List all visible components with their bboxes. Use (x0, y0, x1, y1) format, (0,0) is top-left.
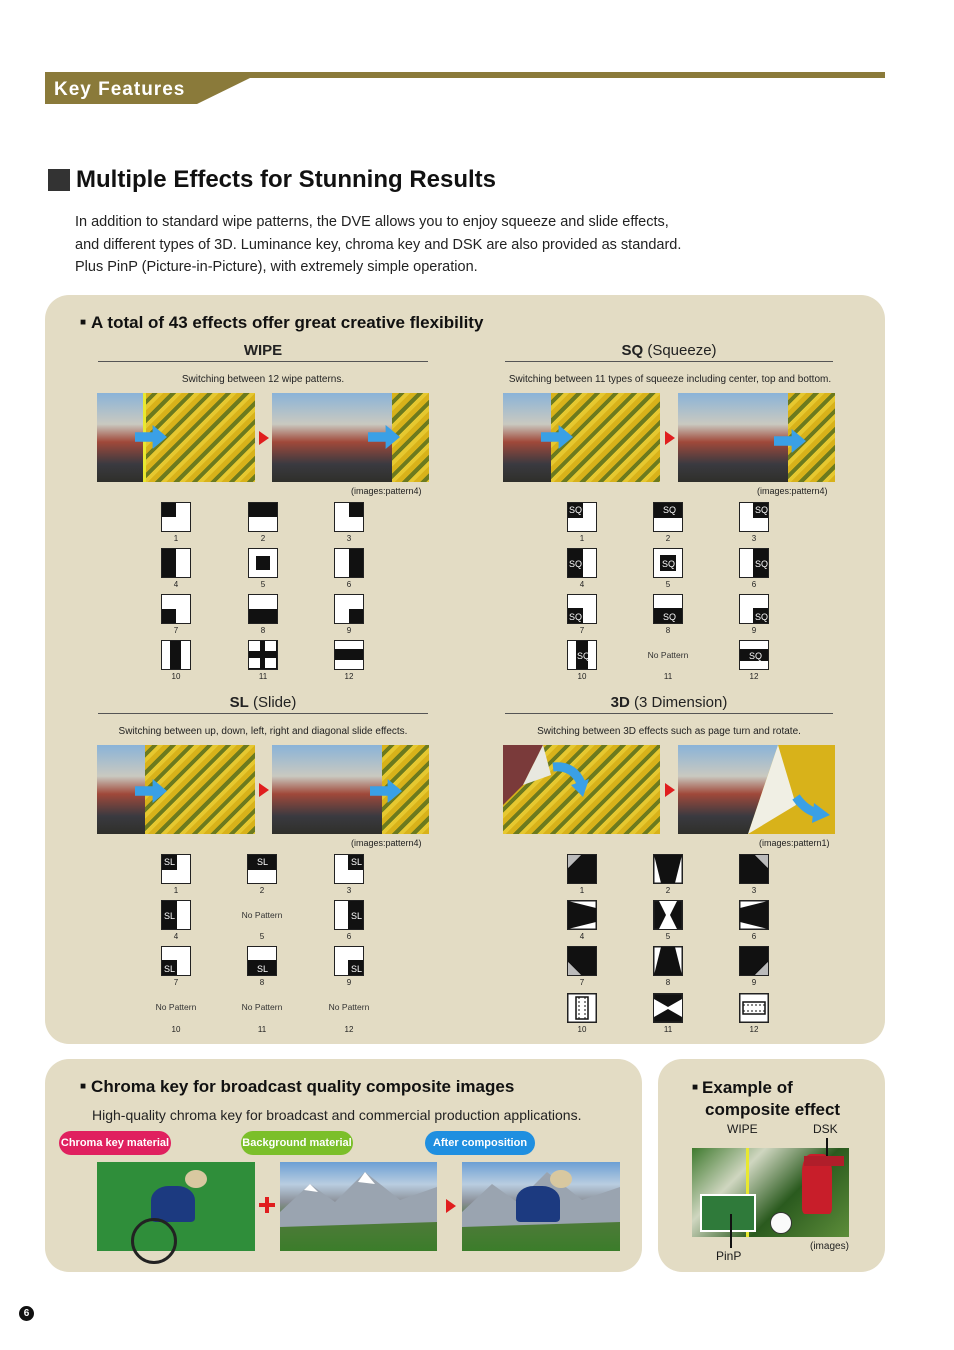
sq-label: SQ (749, 651, 763, 661)
d3-pattern-4[interactable] (567, 900, 597, 930)
sq-pattern-7[interactable] (567, 594, 597, 624)
sq-pattern-6[interactable] (739, 548, 769, 578)
bike-wheel (131, 1218, 177, 1264)
section-tab-label: Key Features (54, 79, 186, 100)
wipe-subtitle: Switching between 12 wipe patterns. (181, 374, 345, 385)
wipe-pattern-1[interactable] (161, 502, 191, 532)
intro-line: Plus PinP (Picture-in-Picture), with extremely simple operation. (75, 259, 478, 275)
sq-pattern-5[interactable] (653, 548, 683, 578)
pattern-shape (349, 503, 363, 517)
sl-image-b (272, 745, 429, 834)
dsk-logo (804, 1156, 844, 1166)
wipe-label: WIPE (727, 1122, 758, 1136)
sl-caption: (images:pattern4) (351, 838, 422, 848)
pattern-number: 2 (665, 534, 671, 543)
d3-subtitle: Switching between 3D effects such as page turn and rotate. (537, 726, 801, 737)
cyclist-photo (272, 745, 382, 834)
chroma-description: High-quality chroma key for broadcast and commercial production applications. (92, 1107, 582, 1123)
pattern-shape (349, 609, 363, 623)
sq-pattern-12[interactable] (739, 640, 769, 670)
pattern-shape (265, 641, 276, 651)
after-composition-pill: After composition (425, 1131, 535, 1155)
sq-label: SQ (569, 612, 583, 622)
d3-pattern-3[interactable] (739, 854, 769, 884)
pattern-number: 10 (171, 672, 181, 681)
chroma-key-image (97, 1162, 255, 1251)
example-title-text: Example of (702, 1078, 793, 1097)
cyclist-figure (151, 1186, 195, 1222)
pattern-number: 8 (259, 978, 265, 987)
pattern-number: 9 (751, 978, 757, 987)
background-material-image (280, 1162, 437, 1251)
pattern-number: 3 (751, 534, 757, 543)
wipe-pattern-11[interactable] (248, 640, 278, 670)
pattern-number: 8 (665, 626, 671, 635)
cyclist-head (185, 1170, 207, 1188)
wipe-image-a (97, 393, 255, 482)
pattern-shape (162, 609, 176, 623)
sl-label: SL (351, 857, 363, 867)
wipe-caption: (images:pattern4) (351, 486, 422, 496)
pattern-number: 5 (260, 580, 266, 589)
pattern-number: 1 (579, 886, 585, 895)
pattern-shape (249, 609, 278, 623)
pattern-number: 1 (173, 534, 179, 543)
sq-title-suffix: (Squeeze) (643, 342, 717, 359)
pattern-number: 7 (579, 978, 585, 987)
pattern-number: 9 (346, 626, 352, 635)
sq-subtitle: Switching between 11 types of squeeze including center, top and bottom. (508, 374, 832, 385)
dsk-pointer (826, 1138, 828, 1156)
wipe-image-b (272, 393, 429, 482)
sq-label: SQ (577, 651, 591, 661)
sq-label: SQ (662, 559, 676, 569)
pattern-number: 10 (171, 1025, 181, 1034)
pattern-number: 7 (579, 626, 585, 635)
sq-pattern-9[interactable] (739, 594, 769, 624)
sl-label: SL (257, 857, 269, 867)
next-arrow-icon (259, 783, 269, 797)
pattern-shape (249, 503, 278, 517)
pattern-number: 11 (663, 1025, 673, 1034)
sl-pattern-2[interactable] (247, 854, 277, 884)
pattern-shape (249, 658, 260, 668)
page-turn-icon (678, 745, 835, 834)
plus-icon (259, 1197, 275, 1213)
sq-label: SQ (755, 505, 769, 515)
sq-title (505, 342, 833, 362)
sl-pattern-1[interactable] (161, 854, 191, 884)
pattern-number: 12 (749, 1025, 759, 1034)
cyclist-photo (678, 393, 788, 482)
no-pattern-label: No Pattern (647, 650, 689, 660)
pattern-number: 7 (173, 626, 179, 635)
sl-label: SL (257, 964, 269, 974)
pattern-number: 4 (173, 932, 179, 941)
sq-pattern-4[interactable] (567, 548, 597, 578)
sl-label: SL (351, 964, 363, 974)
wipe-pattern-7[interactable] (161, 594, 191, 624)
pattern-shape (162, 549, 176, 578)
plus-bar (259, 1203, 275, 1207)
pinp-window (700, 1194, 756, 1232)
sq-pattern-2[interactable] (653, 502, 683, 532)
d3-title-suffix: (3 Dimension) (629, 694, 728, 711)
sq-label: SQ (755, 612, 769, 622)
example-title-line (692, 1078, 840, 1100)
next-arrow-icon (665, 783, 675, 797)
intro-line: and different types of 3D. Luminance key, chroma key and DSK are also provided as standard. (75, 236, 682, 253)
next-arrow-icon (446, 1199, 456, 1213)
sl-image-a (97, 745, 255, 834)
sq-label: SQ (755, 559, 769, 569)
sq-caption: (images:pattern4) (757, 486, 828, 496)
pattern-number: 4 (579, 580, 585, 589)
chroma-panel-title: ■ Chroma key for broadcast quality composite images (80, 1077, 514, 1097)
background-material-pill: Background material (241, 1131, 353, 1155)
sq-label: SQ (663, 505, 677, 515)
sl-pattern-3[interactable] (334, 854, 364, 884)
d3-title (505, 694, 833, 714)
bullet-icon: ■ (692, 1082, 699, 1093)
pattern-number: 5 (259, 932, 265, 941)
pattern-shape (256, 556, 270, 570)
pattern-number: 4 (579, 932, 585, 941)
sl-pattern-4[interactable] (161, 900, 191, 930)
pattern-shape (162, 503, 176, 517)
d3-pattern-6[interactable] (739, 900, 769, 930)
wipe-pattern-6[interactable] (334, 548, 364, 578)
pattern-number: 2 (259, 886, 265, 895)
pattern-number: 11 (257, 1025, 267, 1034)
pattern-shape (170, 641, 181, 670)
pattern-number: 10 (577, 672, 587, 681)
no-pattern-label: No Pattern (241, 1002, 283, 1012)
d3-title-text: 3D (610, 694, 630, 711)
d3-pattern-7[interactable] (567, 946, 597, 976)
sq-image-b (678, 393, 835, 482)
sq-pattern-1[interactable] (567, 502, 597, 532)
d3-caption: (images:pattern1) (759, 838, 830, 848)
wipe-pattern-9[interactable] (334, 594, 364, 624)
d3-pattern-1[interactable] (567, 854, 597, 884)
sq-label: SQ (569, 505, 583, 515)
pattern-number: 9 (751, 626, 757, 635)
pattern-number: 11 (663, 672, 673, 681)
wipe-pattern-12[interactable] (334, 640, 364, 670)
cyclist-head (550, 1170, 572, 1188)
next-arrow-icon (665, 431, 675, 445)
sq-image-a (503, 393, 660, 482)
sl-pattern-6[interactable] (334, 900, 364, 930)
no-pattern-label: No Pattern (155, 1002, 197, 1012)
pattern-number: 1 (579, 534, 585, 543)
cyclist-figure (516, 1186, 560, 1222)
d3-image-a (503, 745, 660, 834)
sq-pattern-3[interactable] (739, 502, 769, 532)
sl-label: SL (351, 911, 363, 921)
d3-pattern-9[interactable] (739, 946, 769, 976)
pattern-number: 9 (346, 978, 352, 987)
pinp-pointer (730, 1214, 732, 1248)
wipe-pattern-3[interactable] (334, 502, 364, 532)
no-pattern-label: No Pattern (328, 1002, 370, 1012)
pattern-number: 2 (665, 886, 671, 895)
example-panel-title (692, 1078, 840, 1119)
pattern-number: 2 (260, 534, 266, 543)
composite-example-image (692, 1148, 849, 1237)
sl-subtitle: Switching between up, down, left, right and diagonal slide effects. (118, 726, 408, 737)
wipe-pattern-8[interactable] (248, 594, 278, 624)
example-caption: (images) (810, 1241, 849, 1252)
pattern-number: 6 (751, 580, 757, 589)
page-number: 6 (19, 1306, 34, 1321)
wipe-title (98, 342, 428, 362)
d3-image-b (678, 745, 835, 834)
wipe-pattern-5[interactable] (248, 548, 278, 578)
after-composition-image (462, 1162, 620, 1251)
d3-pattern-5[interactable] (653, 900, 683, 930)
sl-label: SL (164, 964, 176, 974)
pattern-shape (265, 658, 276, 668)
pattern-shape (335, 649, 364, 660)
pattern-number: 10 (577, 1025, 587, 1034)
pattern-number: 6 (346, 580, 352, 589)
sq-title-text: SQ (621, 342, 644, 359)
d3-pattern-12[interactable] (739, 993, 769, 1023)
pattern-shape (349, 549, 363, 578)
pattern-shape (249, 641, 260, 651)
pattern-number: 3 (346, 886, 352, 895)
sl-pattern-7[interactable] (161, 946, 191, 976)
d3-pattern-10[interactable] (567, 993, 597, 1023)
pattern-number: 1 (173, 886, 179, 895)
sl-label: SL (164, 911, 176, 921)
sl-pattern-9[interactable] (334, 946, 364, 976)
sl-title (98, 694, 428, 714)
pattern-number: 12 (344, 1025, 354, 1034)
pattern-number: 12 (344, 672, 354, 681)
intro-text (75, 211, 775, 279)
pattern-number: 11 (258, 672, 268, 681)
next-arrow-icon (259, 431, 269, 445)
chroma-key-material-pill: Chroma key material (59, 1131, 171, 1155)
page-title: Multiple Effects for Stunning Results (76, 166, 497, 193)
pattern-number: 7 (173, 978, 179, 987)
wipe-title-text: WIPE (243, 342, 283, 359)
mountain-shape (280, 1162, 437, 1251)
sq-pattern-10[interactable] (567, 640, 597, 670)
sl-pattern-8[interactable] (247, 946, 277, 976)
sl-title-text: SL (229, 694, 249, 711)
example-title-line: composite effect (705, 1100, 841, 1119)
d3-pattern-8[interactable] (653, 946, 683, 976)
pattern-number: 8 (665, 978, 671, 987)
pinp-label: PinP (716, 1249, 742, 1263)
wipe-pattern-10[interactable] (161, 640, 191, 670)
pattern-number: 3 (751, 886, 757, 895)
no-pattern-label: No Pattern (241, 910, 283, 920)
pattern-number: 6 (346, 932, 352, 941)
pattern-number: 4 (173, 580, 179, 589)
effects-panel-title: ■ A total of 43 effects offer great creative flexibility (80, 313, 483, 333)
sq-label: SQ (663, 612, 677, 622)
d3-pattern-11[interactable] (653, 993, 683, 1023)
sq-pattern-8[interactable] (653, 594, 683, 624)
page-turn-icon (503, 745, 660, 834)
sq-label: SQ (569, 559, 583, 569)
dsk-label: DSK (813, 1122, 838, 1136)
pattern-number: 5 (665, 932, 671, 941)
wipe-pattern-2[interactable] (248, 502, 278, 532)
wipe-pattern-4[interactable] (161, 548, 191, 578)
pattern-number: 12 (749, 672, 759, 681)
pattern-number: 6 (751, 932, 757, 941)
pattern-number: 3 (346, 534, 352, 543)
pattern-number: 5 (665, 580, 671, 589)
intro-line: In addition to standard wipe patterns, the DVE allows you to enjoy squeeze and slide effects, (75, 214, 669, 230)
ball-icon (770, 1212, 792, 1234)
title-square-icon (48, 169, 70, 191)
sl-label: SL (164, 857, 176, 867)
pattern-number: 8 (260, 626, 266, 635)
sl-title-suffix: (Slide) (248, 694, 297, 711)
d3-pattern-2[interactable] (653, 854, 683, 884)
